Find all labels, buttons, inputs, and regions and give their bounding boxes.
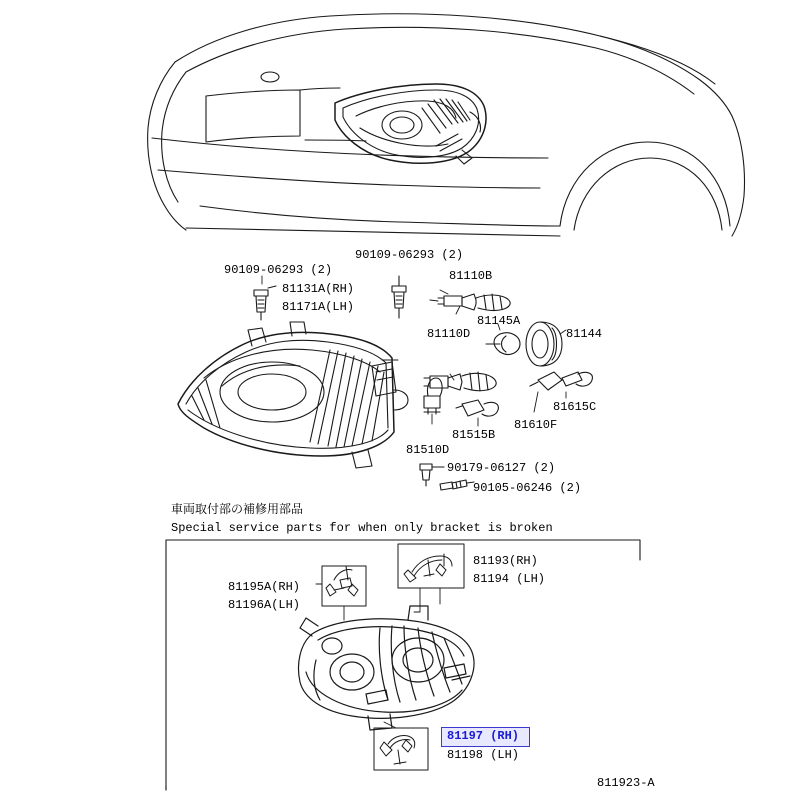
label-81198-LH: 81198 (LH) bbox=[447, 748, 520, 762]
label-81197-RH: 81197 (RH) bbox=[447, 729, 520, 743]
bulbs-and-sockets bbox=[424, 294, 592, 416]
label-81193-RH: 81193(RH) bbox=[473, 554, 538, 568]
label-81610F: 81610F bbox=[514, 418, 558, 432]
label-90109-top: 90109-06293 (2) bbox=[355, 248, 464, 262]
label-81110B: 81110B bbox=[449, 269, 493, 283]
label-81145A: 81145A bbox=[477, 314, 521, 328]
label-81110D: 81110D bbox=[427, 327, 471, 341]
label-81510D: 81510D bbox=[406, 443, 450, 457]
label-90179-06127: 90179-06127 (2) bbox=[447, 461, 556, 475]
label-90105-06246: 90105-06246 (2) bbox=[473, 481, 582, 495]
label-81171A-LH: 81171A(LH) bbox=[282, 300, 355, 314]
label-81194-LH: 81194 (LH) bbox=[473, 572, 546, 586]
label-81195A-RH: 81195A(RH) bbox=[228, 580, 301, 594]
figure-code: 811923-A bbox=[597, 776, 655, 790]
label-81144: 81144 bbox=[566, 327, 603, 341]
note-japanese: 車両取付部の補修用部品 bbox=[171, 502, 304, 516]
label-81196A-LH: 81196A(LH) bbox=[228, 598, 301, 612]
label-81131A-RH: 81131A(RH) bbox=[282, 282, 355, 296]
leader-lines bbox=[262, 276, 566, 426]
label-90109-left: 90109-06293 (2) bbox=[224, 263, 333, 277]
service-parts-panel bbox=[166, 540, 640, 790]
label-81515B: 81515B bbox=[452, 428, 496, 442]
headlamp-exploded bbox=[178, 322, 408, 468]
label-81615C: 81615C bbox=[553, 400, 597, 414]
vehicle-outline bbox=[148, 14, 745, 236]
note-english: Special service parts for when only bracket is broken bbox=[171, 521, 553, 535]
